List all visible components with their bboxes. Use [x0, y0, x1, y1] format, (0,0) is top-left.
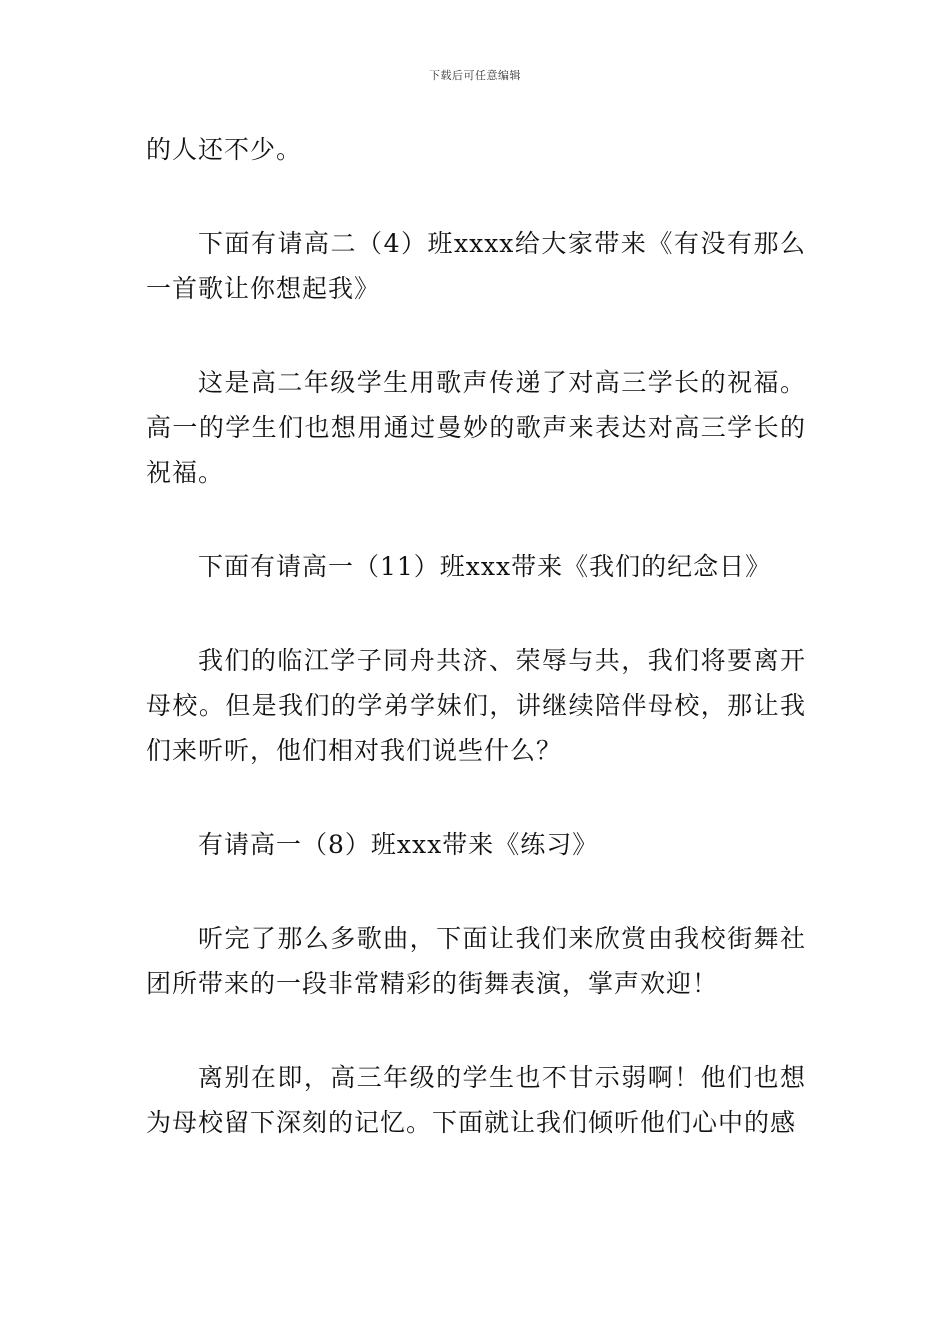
paragraph-6: 有请高一（8）班xxx带来《练习》 — [198, 830, 599, 859]
document-body — [146, 127, 806, 1145]
paragraph-8: 离别在即，高三年级的学生也不甘示弱啊！他们也想为母校留下深刻的记忆。下面就让我们倾听他们心中的感 — [146, 1063, 806, 1137]
paragraph-2: 下面有请高二（4）班xxxx给大家带来《有没有那么一首歌让你想起我》 — [146, 229, 806, 303]
page-header: 下载后可任意编辑 — [429, 69, 521, 82]
paragraph-7: 听完了那么多歌曲，下面让我们来欣赏由我校街舞社团所带来的一段非常精彩的街舞表演，掌声欢迎！ — [146, 924, 806, 998]
paragraph-4: 下面有请高一（11）班xxx带来《我们的纪念日》 — [198, 552, 772, 581]
paragraph-3: 这是高二年级学生用歌声传递了对高三学长的祝福。高一的学生们也想用通过曼妙的歌声来表达对高三学长的祝福。 — [146, 368, 806, 487]
paragraph-1: 的人还不少。 — [146, 135, 303, 164]
paragraph-5: 我们的临江学子同舟共济、荣辱与共，我们将要离开母校。但是我们的学弟学妹们，讲继续陪伴母校，那让我们来听听，他们相对我们说些什么？ — [146, 646, 806, 765]
